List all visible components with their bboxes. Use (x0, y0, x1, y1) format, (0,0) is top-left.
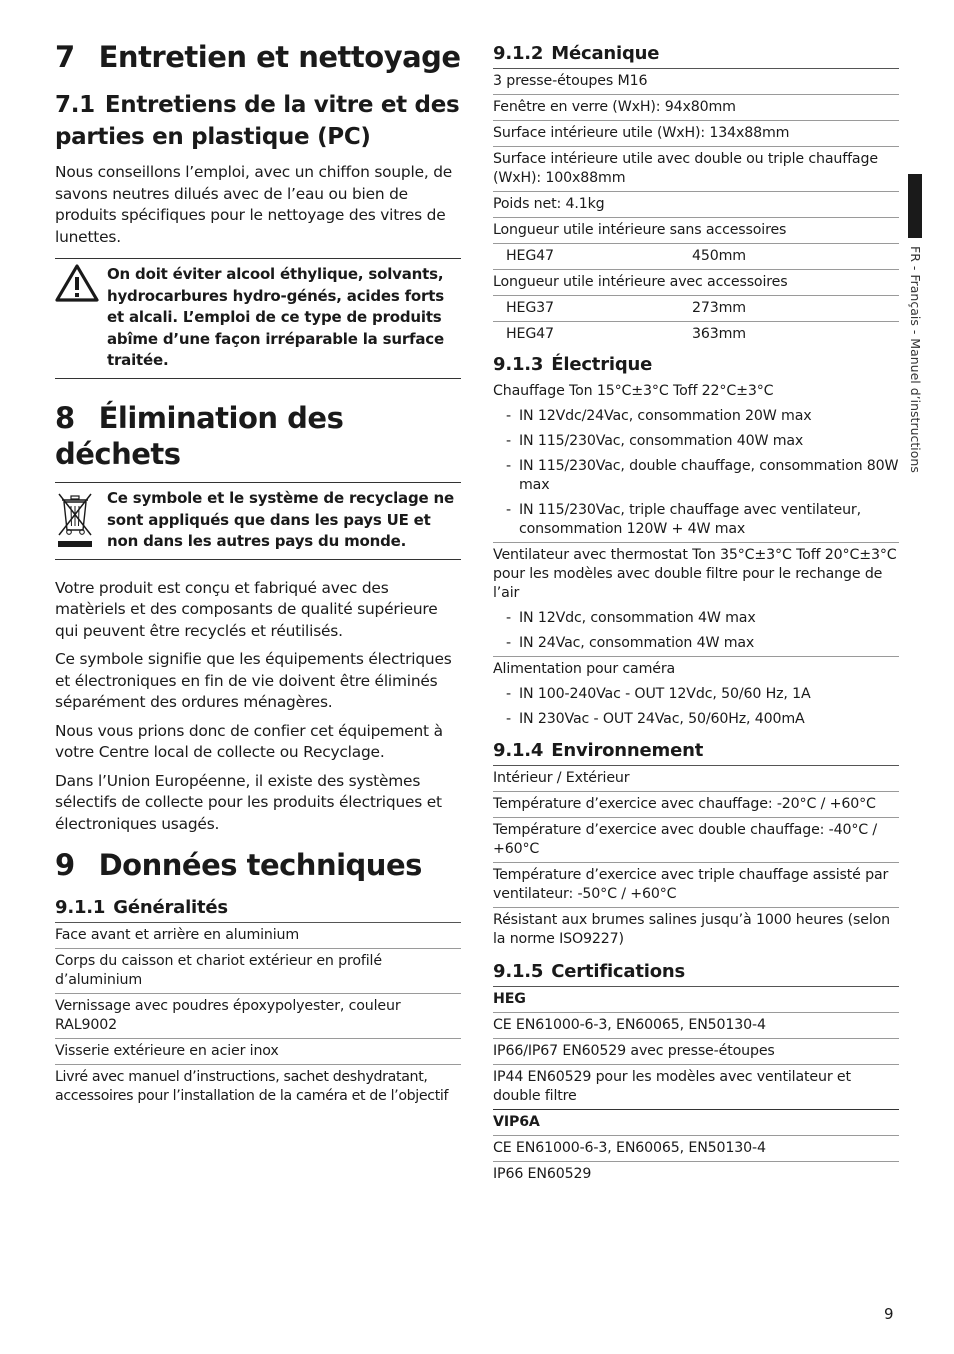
length-row (493, 322, 899, 347)
disposal-paragraph: Ce symbole signifie que les équipements électriques et électroniques en fin de vie doivent être éliminés séparément des ordures ménagères. (55, 650, 452, 712)
subsection-title: Généralités (113, 897, 228, 919)
bullet-row (493, 404, 899, 429)
length-value: 273mm (692, 300, 746, 316)
spec-row: IP66 EN60529 (493, 1166, 592, 1182)
cleaning-warning-box (55, 258, 461, 379)
bullet-text: IN 12Vdc, consommation 4W max (519, 610, 756, 626)
section-9-1-5-heading (493, 960, 899, 987)
spec-row: Poids net: 4.1kg (493, 192, 899, 218)
spec-row: Chauffage Ton 15°C±3°C Toff 22°C±3°C (493, 383, 774, 399)
section-9-1-1-heading (55, 896, 461, 923)
dash: - (506, 458, 511, 474)
spec-row: CE EN61000-6-3, EN60065, EN50130-4 (493, 1013, 899, 1039)
spec-row: CE EN61000-6-3, EN60065, EN50130-4 (493, 1136, 899, 1162)
section-9-1-3-heading (493, 353, 899, 379)
cleaning-paragraph: Nous conseillons l’emploi, avec un chiffon souple, de savons neutres dilués avec de l’eau ou bien de produits spécifiques pour le nettoyage des vitres de lunettes. (55, 163, 453, 246)
spec-row: 3 presse-étoupes M16 (493, 69, 899, 95)
subsection-number: 7.1 (55, 92, 95, 118)
subsection-number: 9.1.5 (493, 961, 544, 982)
length-row (493, 244, 899, 270)
spec-row: Longueur utile intérieure sans accessoires (493, 218, 899, 244)
bullet-row (493, 454, 899, 498)
spec-row: IP66/IP67 EN60529 avec presse-étoupes (493, 1039, 899, 1065)
dash: - (506, 711, 511, 727)
bullet-text: IN 230Vac - OUT 24Vac, 50/60Hz, 400mA (519, 711, 805, 727)
disposal-paragraph: Dans l’Union Européenne, il existe des systèmes sélectifs de collecte pour les produits électriques et électroniques usagés. (55, 771, 442, 833)
bullet-text: IN 100-240Vac - OUT 12Vdc, 50/60 Hz, 1A (519, 686, 811, 702)
disposal-paragraph: Nous vous prions donc de confier cet équipement à votre Centre local de collecte ou Recyclage. (55, 721, 443, 762)
section-7-heading (55, 39, 461, 75)
length-row (493, 296, 899, 322)
dash: - (506, 635, 511, 651)
bullet-row (493, 429, 899, 454)
bullet-text: IN 115/230Vac, triple chauffage avec ventilateur, consommation 120W + 4W max (519, 502, 861, 537)
spec-row: Température d’exercice avec triple chauffage assisté par ventilateur: -50°C / +60°C (493, 863, 899, 908)
page-number: 9 (884, 1305, 894, 1323)
generalites-table (55, 923, 461, 1109)
subsection-title: Mécanique (551, 43, 660, 64)
section-7-1-heading (55, 89, 461, 153)
dash: - (506, 502, 511, 518)
bullet-text: IN 24Vac, consommation 4W max (519, 635, 755, 651)
bullet-text: IN 12Vdc/24Vac, consommation 20W max (519, 408, 812, 424)
product-label: VIP6A (493, 1110, 899, 1136)
bullet-row (493, 498, 899, 543)
spec-row: Face avant et arrière en aluminium (55, 923, 461, 949)
section-8-heading (55, 400, 461, 472)
subsection-title: Certifications (551, 961, 686, 982)
electrique-table (493, 379, 899, 732)
length-value: 450mm (692, 248, 746, 264)
spec-row: Fenêtre en verre (WxH): 94x80mm (493, 95, 899, 121)
dash: - (506, 610, 511, 626)
disposal-paragraph: Votre produit est conçu et fabriqué avec des matèriels et des composants de qualité supérieure qui peuvent être recyclés et réutilisés. (55, 578, 438, 640)
section-number: 9 (55, 848, 75, 883)
left-column (55, 0, 461, 1109)
spec-row: Intérieur / Extérieur (493, 766, 899, 792)
warning-text: On doit éviter alcool éthylique, solvants, hydrocarbures hydro-génés, acides forts et alcali. L’emploi de ce type de produits abîme d’une façon irréparable la surface traitée. (107, 265, 444, 370)
spec-row: Livré avec manuel d’instructions, sachet deshydratant, accessoires pour l’installation de la caméra et de l’objectif (55, 1069, 449, 1105)
spec-row: Surface intérieure utile (WxH): 134x88mm (493, 121, 899, 147)
section-title: Entretien et nettoyage (98, 40, 461, 74)
subsection-title: Entretiens de la vitre et des parties en plastique (PC) (55, 92, 460, 150)
spec-row: Alimentation pour caméra (493, 661, 676, 677)
subsection-title: Environnement (551, 740, 704, 761)
spec-row: Surface intérieure utile avec double ou triple chauffage (WxH): 100x88mm (493, 147, 899, 192)
mecanique-table (493, 69, 899, 347)
bullet-text: IN 115/230Vac, consommation 40W max (519, 433, 804, 449)
product-label: HEG (493, 987, 899, 1013)
section-title: Données techniques (98, 848, 422, 883)
weee-notice-box (55, 482, 461, 560)
bullet-row (493, 707, 899, 732)
environnement-table (493, 766, 899, 952)
subsection-number: 9.1.4 (493, 740, 544, 761)
spec-row: Longueur utile intérieure avec accessoires (493, 270, 899, 296)
spec-row: Vernissage avec poudres époxypolyester, couleur RAL9002 (55, 994, 461, 1039)
section-9-heading (55, 847, 461, 883)
spec-row: Visserie extérieure en acier inox (55, 1039, 461, 1065)
section-number: 7 (55, 40, 75, 74)
subsection-title: Électrique (551, 354, 653, 375)
spec-row: Résistant aux brumes salines jusqu’à 1000 heures (selon la norme ISO9227) (493, 912, 890, 947)
model-name: HEG47 (506, 248, 554, 264)
crossed-bin-icon (55, 488, 107, 553)
length-value: 363mm (692, 326, 746, 342)
section-number: 8 (55, 400, 75, 435)
dash: - (506, 686, 511, 702)
right-column (493, 0, 899, 1187)
subsection-number: 9.1.2 (493, 43, 544, 64)
section-9-1-2-heading (493, 42, 899, 69)
bullet-row (493, 631, 899, 657)
disposal-paragraphs (55, 578, 461, 836)
spec-row: IP44 EN60529 pour les modèles avec ventilateur et double filtre (493, 1065, 899, 1110)
spec-row: Température d’exercice avec double chauffage: -40°C / +60°C (493, 818, 899, 863)
bullet-row (493, 682, 899, 707)
spec-row: Corps du caisson et chariot extérieur en profilé d’aluminium (55, 949, 461, 994)
dash: - (506, 408, 511, 424)
bullet-text: IN 115/230Vac, double chauffage, consommation 80W max (519, 458, 899, 493)
spec-row: Température d’exercice avec chauffage: -20°C / +60°C (493, 792, 899, 818)
dash: - (506, 433, 511, 449)
language-sidebar-label: FR - Français - Manuel d’instructions (908, 246, 923, 473)
model-name: HEG47 (506, 326, 554, 342)
subsection-number: 9.1.3 (493, 354, 544, 375)
subsection-number: 9.1.1 (55, 897, 106, 919)
spec-row: Ventilateur avec thermostat Ton 35°C±3°C Toff 20°C±3°C pour les modèles avec double filtre pour le rechange de l’air (493, 547, 897, 601)
section-9-1-4-heading (493, 739, 899, 766)
language-tab-marker (908, 174, 922, 238)
certifications-table (493, 987, 899, 1187)
warning-triangle-icon (55, 264, 107, 372)
weee-notice-text: Ce symbole et le système de recyclage ne sont appliqués que dans les pays UE et non dans les autres pays du monde. (107, 488, 454, 551)
bullet-row (493, 606, 899, 631)
model-name: HEG37 (506, 300, 554, 316)
section-title: Élimination des déchets (55, 400, 344, 471)
